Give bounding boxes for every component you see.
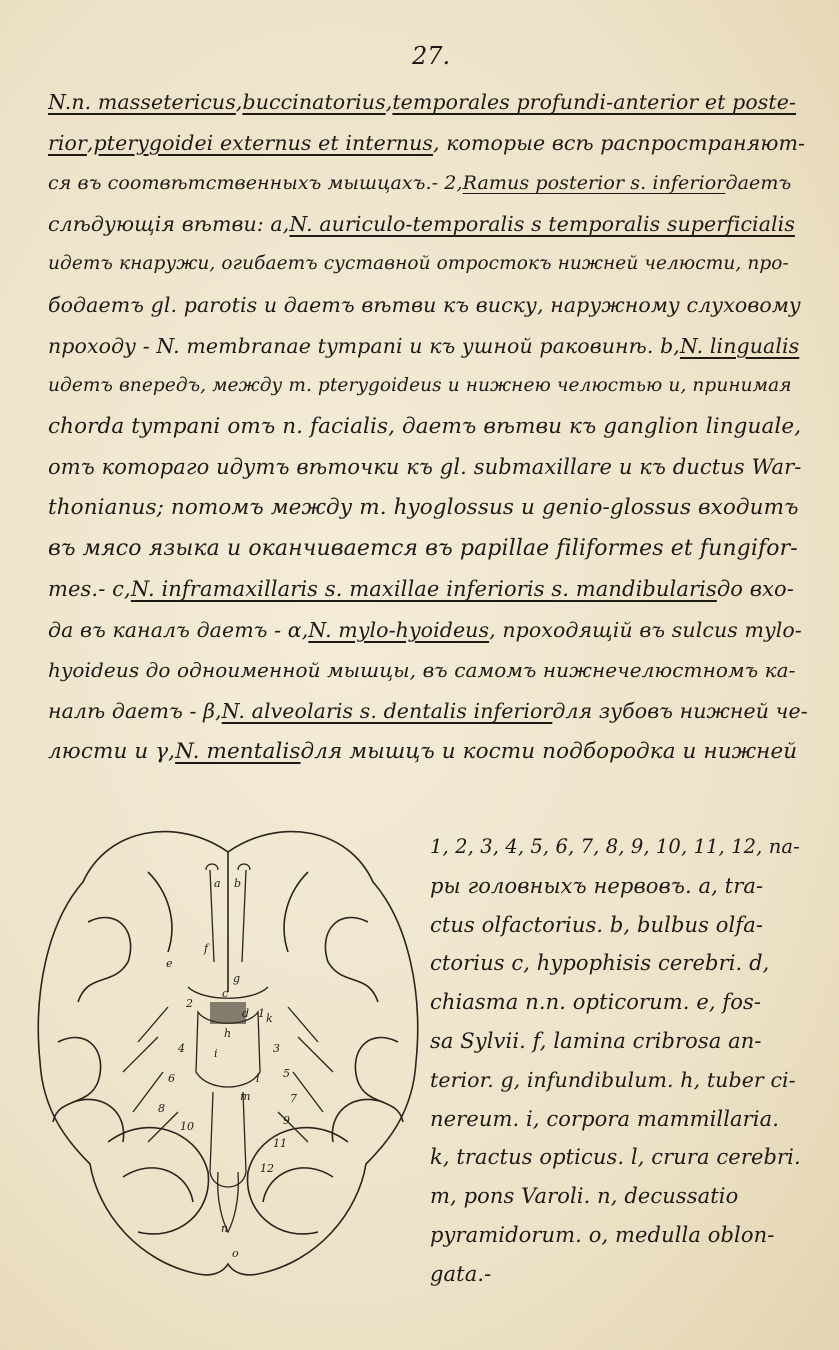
text-line	[48, 610, 808, 651]
underlined-term: temporales profundi-anterior et poste-	[392, 90, 796, 114]
text-run: thonianus; потомъ между m. hyoglossus и genio-glossus входитъ	[48, 494, 799, 520]
caption-line: pyramidorum. o, medulla oblon-	[430, 1222, 775, 1247]
caption-line: nereum. i, corpora mammillaria.	[430, 1106, 780, 1131]
underlined-term: rior	[48, 130, 87, 155]
text-line	[48, 285, 808, 326]
figure-label: b	[234, 877, 242, 890]
underlined-term: N. auriculo-temporalis s temporalis superficialis	[289, 211, 795, 236]
caption-line: ctus olfactorius. b, bulbus olfa-	[430, 912, 764, 937]
figure-label: f	[204, 942, 209, 955]
figure-label: 3	[273, 1042, 280, 1055]
figure-label: 6	[168, 1072, 175, 1085]
caption-line: sa Sylvii. f, lamina cribrosa an-	[430, 1028, 762, 1053]
brain-outline	[38, 832, 417, 1275]
text-line	[48, 407, 808, 448]
underlined-term: buccinatorius	[242, 90, 386, 114]
text-line	[48, 569, 808, 610]
text-run: для мышцъ и кости подбородка и нижней	[300, 738, 798, 764]
text-run: ,	[235, 90, 243, 114]
text-line	[48, 529, 808, 570]
caption-line: ры головныхъ нервовъ. a, tra-	[430, 873, 764, 898]
text-line	[48, 244, 808, 285]
text-line	[48, 650, 808, 691]
figure-label: h	[224, 1027, 232, 1040]
figure-label: o	[232, 1247, 239, 1260]
underlined-term: N. lingualis	[679, 333, 800, 358]
text-line	[48, 732, 808, 773]
figure-label: d	[242, 1007, 250, 1020]
figure-label: 2	[186, 997, 193, 1010]
figure-label: i	[214, 1047, 218, 1060]
figure-label: 8	[158, 1102, 165, 1115]
caption-line: gata.-	[430, 1261, 492, 1286]
figure-label: 12	[260, 1162, 274, 1175]
text-run: идетъ кнаружи, огибаетъ суставной отростокъ нижней челюсти, про-	[48, 253, 789, 275]
figure-label: 11	[273, 1137, 287, 1150]
text-run: , которые всѣ распространяют-	[433, 130, 806, 155]
figure-label: g	[233, 972, 241, 985]
text-run: ,	[385, 90, 393, 114]
underlined-term: N. alveolaris s. dentalis inferior	[221, 698, 553, 723]
text-run: chorda tympani отъ n. facialis, даетъ вѣтви къ ganglion linguale,	[48, 413, 802, 439]
text-run: въ мясо языка и оканчивается въ papillae filiformes et fungifor-	[48, 535, 798, 561]
text-run: ,	[86, 130, 94, 155]
figure-label: 7	[290, 1092, 297, 1105]
handwritten-text-block	[48, 82, 808, 772]
text-line	[48, 123, 808, 164]
text-run: да въ каналъ даетъ - α,	[48, 617, 309, 642]
text-run: идетъ впередъ, между m. pterygoideus и нижнею челюстью и, принимая	[48, 375, 792, 397]
text-run: отъ котораго идутъ вѣточки къ gl. submaxillare и къ ductus War-	[48, 455, 802, 480]
underlined-term: pterygoidei externus et internus	[93, 130, 433, 155]
text-run: проходу - N. membranae tympani и къ ушной раковинѣ. b,	[48, 333, 680, 358]
text-line	[48, 691, 808, 732]
figure-label: l	[256, 1072, 260, 1085]
text-run: ся въ соотвѣтственныхъ мышцахъ.- 2,	[48, 172, 463, 195]
figure-label: c	[222, 987, 229, 1000]
figure-label: 5	[283, 1067, 290, 1080]
text-run: налѣ даетъ - β,	[48, 698, 222, 723]
text-run: люсти и γ,	[48, 738, 176, 764]
figure-label: k	[266, 1012, 273, 1025]
text-run: даетъ	[725, 172, 792, 195]
text-run: hyoideus до одноименной мышцы, въ самомъ нижнечелюстномъ ка-	[48, 658, 796, 683]
figure-label: 10	[180, 1120, 194, 1133]
underlined-term: N. mylo-hyoideus	[308, 617, 490, 642]
figure-label: 4	[178, 1042, 185, 1055]
text-line	[48, 447, 808, 488]
text-line	[48, 326, 808, 367]
text-line	[48, 204, 808, 245]
chiasma-hatching	[210, 1002, 246, 1024]
figure-label: 9	[283, 1114, 290, 1127]
text-line	[48, 366, 808, 407]
caption-line: k, tractus opticus. l, crura cerebri.	[430, 1145, 801, 1170]
figure-label: m	[240, 1090, 251, 1103]
underlined-term: N.n. massetericus	[48, 90, 236, 114]
text-run: бодаетъ gl. parotis и даетъ вѣтви къ виску, наружному слуховому	[48, 292, 801, 317]
underlined-term: N. inframaxillaris s. maxillae inferioris s. mandibularis	[130, 577, 717, 602]
text-run: , проходящій въ sulcus mylo-	[489, 617, 802, 642]
text-run: mes.- c,	[48, 577, 131, 602]
underlined-term: N. mentalis	[175, 738, 301, 764]
text-line	[48, 488, 808, 529]
figure-label: e	[166, 957, 173, 970]
underlined-term: Ramus posterior s. inferior	[462, 172, 726, 195]
text-line	[48, 82, 808, 123]
text-run: для зубовъ нижней че-	[552, 698, 808, 723]
brain-base-illustration	[28, 812, 420, 1282]
figure-label: n	[221, 1222, 229, 1235]
figure-caption	[430, 828, 802, 1294]
caption-line: m, pons Varoli. n, decussatio	[430, 1184, 739, 1209]
text-run: слѣдующія вѣтви: a,	[48, 211, 290, 236]
text-run: до вхо-	[716, 577, 794, 602]
caption-line: ctorius c, hypophisis cerebri. d,	[430, 951, 770, 976]
figure-label: 1	[258, 1007, 265, 1020]
caption-line: 1, 2, 3, 4, 5, 6, 7, 8, 9, 10, 11, 12, па-	[430, 835, 800, 858]
figure-label: a	[214, 877, 221, 890]
caption-line: chiasma n.n. opticorum. e, fos-	[430, 990, 762, 1015]
text-line	[48, 163, 808, 204]
page-number: 27.	[412, 42, 451, 70]
caption-line: terior. g, infundibulum. h, tuber ci-	[430, 1067, 796, 1092]
